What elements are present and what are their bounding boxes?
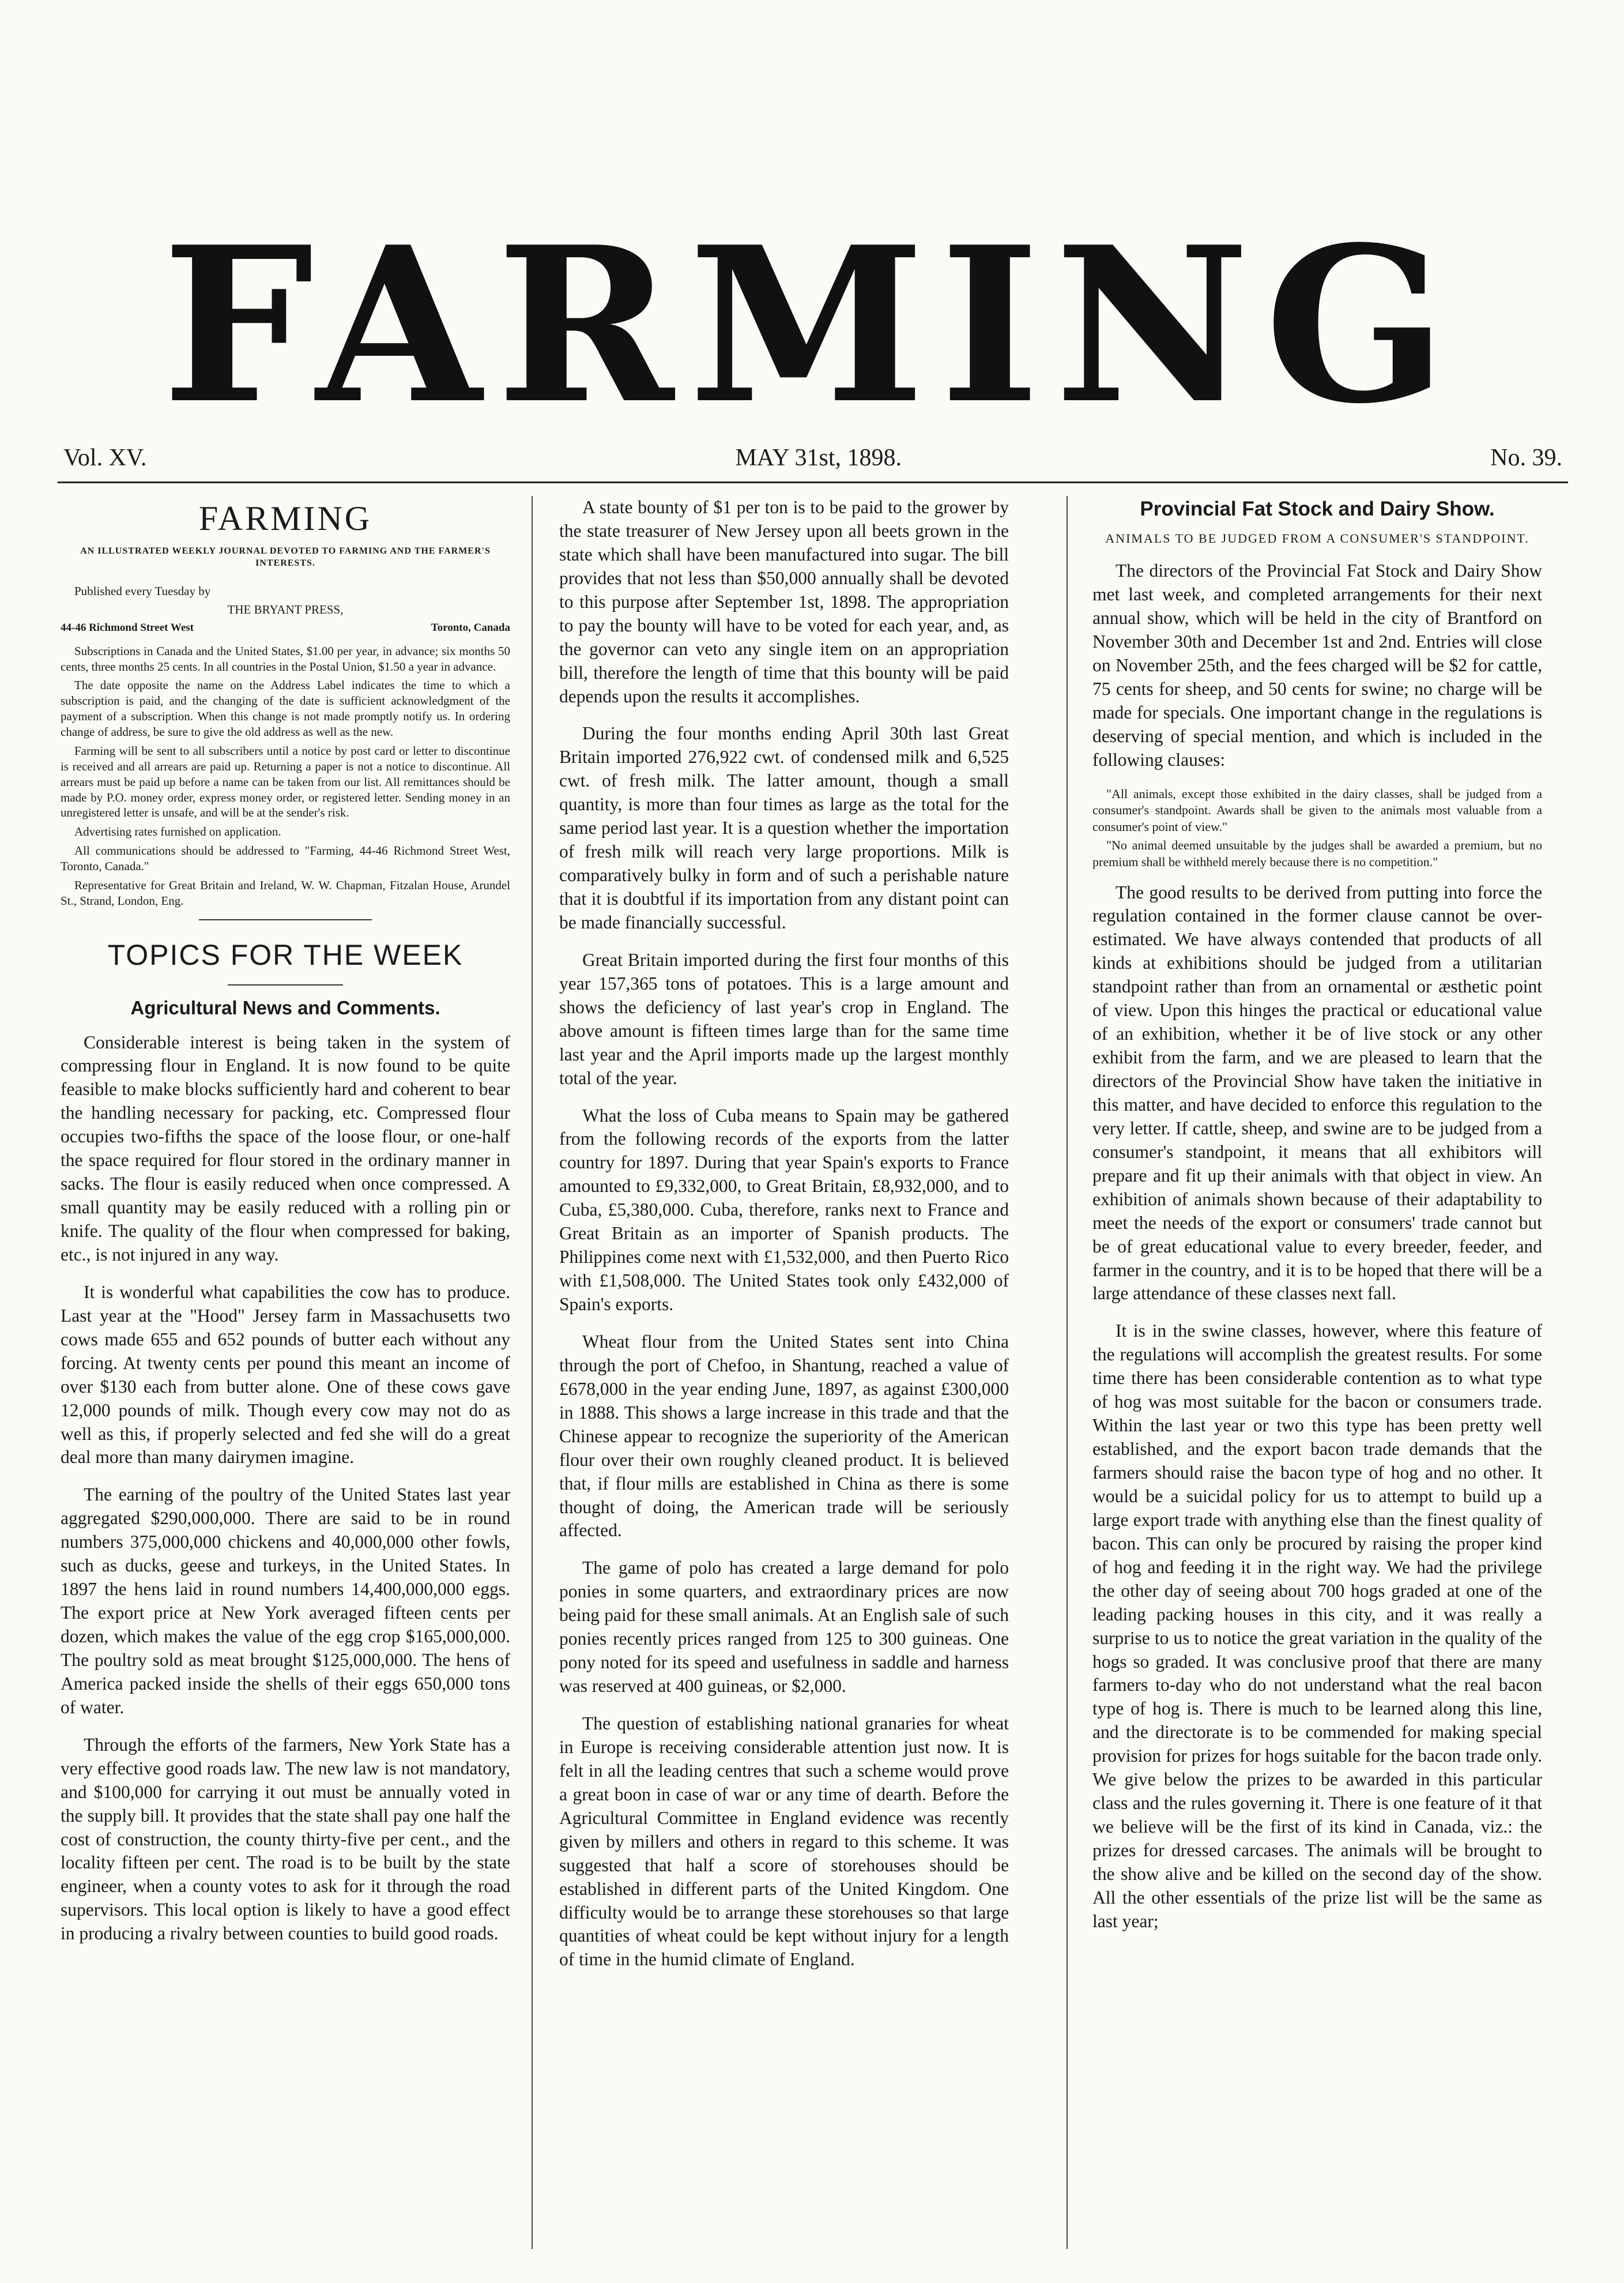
header-rule <box>58 482 1568 483</box>
article-paragraph: Great Britain imported during the first four months of this year 157,365 tons of potatoes. This is a large amount and shows the deficiency of last year's crop in England. The above amount is fifteen times large than for the same time last year and the April imports made up the largest monthly total of the year. <box>559 949 1009 1088</box>
section-divider <box>199 919 372 920</box>
issue-number: No. 39. <box>1490 445 1562 471</box>
article-paragraph: The good results to be derived from putting into force the regulation contained in the former clause cannot be over-estimated. We have always contended that products of all kinds at exhibitions should be judged from a utilitarian standpoint rather than from an ornamental or æsthetic point of view. Upon this hinges the practical or educational value of an exhibition, whether it be of live stock or any other exhibit from the farm, and we are pleased to learn that the directors of the Provincial Show have taken the initiative in this matter, and have decided to enforce this regulation to the very letter. If cattle, sheep, and swine are to be judged from a consumer's standpoint, it means that all exhibitors will prepare and fit up their animals with that object in view. An exhibition of animals shown because of their adaptability to meet the needs of the export or consumers' trade cannot but be of great educational value to every breeder, feeder, and farmer in the country, and it is to be hoped that there will be a large attendance of these classes next fall. <box>1092 882 1542 1304</box>
article-paragraph: It is wonderful what capabilities the cow has to produce. Last year at the "Hood" Jersey farm in Massachusetts two cows made 655 and 652 pounds of butter each without any forcing. At twenty cents per pound this meant an income of over $130 each from butter alone. One of these cows gave 12,000 pounds of milk. Though every cow may not do as well as this, if properly selected and fed she will do a great deal more than many dairymen imagine. <box>61 1281 510 1468</box>
address-street: 44-46 Richmond Street West <box>61 622 194 634</box>
info-paragraph: The date opposite the name on the Address Label indicates the time to which a subscription is paid, and the changing of the date is sufficient acknowledgment of the payment of a subscription. When this change is not made promptly notify us. In ordering change of address, be sure to give the old address as well as the new. <box>61 678 510 739</box>
press-name: THE BRYANT PRESS, <box>227 603 344 617</box>
article-heading: Provincial Fat Stock and Dairy Show. <box>1140 498 1495 520</box>
column-divider <box>1067 496 1068 2249</box>
article-paragraph: Considerable interest is being taken in the system of compressing flour in England. It is now found to be quite feasible to make blocks sufficiently hard and coherent to bear the handling necessary for packing, etc. Compressed flour occupies two-fifths the space of the loose flour, or one-half the space required for flour stored in the ordinary manner in sacks. The flour is easily reduced when once compressed. A small quantity may be easily reduced with a rolling pin or knife. The quality of the flour when compressed for baking, etc., is not injured in any way. <box>61 1032 510 1265</box>
issue-date: MAY 31st, 1898. <box>735 445 902 471</box>
info-paragraph: Subscriptions in Canada and the United States, $1.00 per year, in advance; six months 50 cents, three months 25 cents. In all countries in the Postal Union, $1.50 a year in advance. <box>61 644 510 674</box>
volume-number: Vol. XV. <box>63 445 147 471</box>
issue-line <box>63 444 1562 472</box>
article-paragraph: Wheat flour from the United States sent into China through the port of Chefoo, in Shantung, reached a value of £678,000 in the year ending June, 1897, as against £300,000 in 1888. This shows a large increase in this trade and that the Chinese appear to recognize the superiority of the American flour over their own roughly cleaned product. It is believed that, if flour mills are established in China as there is some thought of doing, the American trade will be seriously affected. <box>559 1331 1009 1541</box>
masthead-title: FARMING <box>162 201 1462 451</box>
press-address <box>61 621 510 635</box>
article-paragraph: The directors of the Provincial Fat Stock and Dairy Show met last week, and completed arrangements for their next annual show, which will be held in the city of Brantford on November 30th and December 1st and 2nd. Entries will close on November 25th, and the fees charged will be $2 for cattle, 75 cents for sheep, and 50 cents for swine; no charge will be made for specials. One important change in the regulations is deserving of special mention, and which is included in the following clauses: <box>1092 561 1542 770</box>
article-paragraph: During the four months ending April 30th last Great Britain imported 276,922 cwt. of condensed milk and 6,525 cwt. of fresh milk. The latter amount, though a small quantity, is more than four times as large as the total for the same period last year. It is a question whether the importation of fresh milk will reach very large proportions. Milk is comparatively bulky in form and of such a perishable nature that it is doubtful if its importation from any distant point can be made financially successful. <box>559 723 1009 932</box>
info-paragraph: Advertising rates furnished on application. <box>74 825 281 839</box>
article-subheading: ANIMALS TO BE JUDGED FROM A CONSUMER'S STANDPOINT. <box>1105 531 1529 546</box>
regulation-quote: "No animal deemed unsuitable by the judges shall be awarded a premium, but no premium shall be withheld merely because there is no competition." <box>1092 838 1542 869</box>
article-paragraph: The question of establishing national granaries for wheat in Europe is receiving considerable attention just now. It is felt in all the leading centres that such a scheme would prove a great boon in case of war or any time of dearth. Before the Agricultural Committee in England evidence was recently given by millers and others in regard to this scheme. It was suggested that half a score of storehouses should be established in different parts of the United Kingdom. One difficulty would be to arrange these storehouses so that large quantities of wheat could be kept without injury for a length of time in the humid climate of England. <box>559 1713 1009 1970</box>
article-paragraph: What the loss of Cuba means to Spain may be gathered from the following records of the exports from the latter country for 1897. During that year Spain's exports to France amounted to £9,332,000, to Great Britain, £8,932,000, and to Cuba, £5,380,000. Cuba, therefore, ranks next to France and Great Britain as an importer of Spanish products. The Philippines come next with £1,532,000, and then Puerto Rico with £1,508,000. The United States took only £432,000 of Spain's exports. <box>559 1105 1009 1314</box>
article-paragraph: The game of polo has created a large demand for polo ponies in some quarters, and extraordinary prices are now being paid for these small animals. At an English sale of such ponies recently prices ranged from 125 to 300 guineas. One pony noted for its speed and usefulness in saddle and harness was reserved at 400 guineas, or $2,000. <box>559 1558 1009 1697</box>
published-line: Published every Tuesday by <box>74 584 211 598</box>
info-paragraph: All communications should be addressed to "Farming, 44-46 Richmond Street West, Toronto, Canada." <box>61 844 510 874</box>
article-paragraph: A state bounty of $1 per ton is to be paid to the grower by the state treasurer of New Jersey upon all beets grown in the state which shall have been manufactured into sugar. The bill provides that not less than $50,000 annually shall be devoted to this purpose after September 1st, 1898. The appropriation to pay the bounty will have to be voted for each year, and, as the governor can veto any single item on an appropriation bill, therefore the length of time that this bounty will be paid depends upon the results it accomplishes. <box>559 497 1009 706</box>
column-middle <box>559 496 1009 1985</box>
publication-info <box>61 584 510 909</box>
regulation-quote: "All animals, except those exhibited in the dairy classes, shall be judged from a consumer's standpoint. Awards shall be given to the animals most valuable from a consumer's point of view." <box>1092 786 1542 834</box>
section-divider <box>228 984 343 986</box>
publication-title: FARMING <box>198 499 372 537</box>
section-title: TOPICS FOR THE WEEK <box>107 938 464 971</box>
info-paragraph: Farming will be sent to all subscribers until a notice by post card or letter to discontinue is received and all arrears are paid up. Returning a paper is not a notice to discontinue. All arrears must be paid up before a name can be taken from our list. All remittances should be made by P.O. money order, express money order, or registered letter. Sending money in an unregistered letter is unsafe, and will be at the sender's risk. <box>61 743 510 820</box>
publication-subtitle: AN ILLUSTRATED WEEKLY JOURNAL DEVOTED TO FARMING AND THE FARMER'S INTERESTS. <box>80 546 491 568</box>
section-subtitle: Agricultural News and Comments. <box>130 996 440 1018</box>
article-paragraph: It is in the swine classes, however, where this feature of the regulations will accomplish the greatest results. For some time there has been considerable contention as to what type of hog was most suitable for the bacon or consumers trade. Within the last year or two this type has been pretty well established, and the export bacon trade demands that the farmers should raise the bacon type of hog and no other. It would be a suicidal policy for us to attempt to build up a large export trade with anything else than the finest quality of bacon. This can only be procured by raising the proper kind of hog and feeding it in the right way. We had the privilege the other day of seeing about 700 hogs graded at one of the leading packing houses in this city, and it was really a surprise to us to notice the great variation in the quality of the hogs so graded. It was conclusive proof that there are many farmers to-day who do not understand what the real bacon type of hog is. There is much to be learned along this line, and the directorate is to be commended for making special provision for prizes for hogs suitable for the bacon trade only. We give below the prizes to be awarded in this particular class and the rules governing it. There is one feature of it that we believe will be the first of its kind in Canada, viz.: the prizes for dressed carcases. The animals will be brought to the show alive and be killed on the second day of the show. All the other essentials of the prize list will be the same as last year; <box>1092 1321 1542 1931</box>
address-city: Toronto, Canada <box>431 622 510 634</box>
article-paragraph: The earning of the poultry of the United States last year aggregated $290,000,000. There are said to be in round numbers 375,000,000 chickens and 40,000,000 other fowls, such as ducks, geese and turkeys, in the United States. In 1897 the hens laid in round numbers 14,400,000,000 eggs. The export price at New York averaged fifteen cents per dozen, which makes the value of the egg crop $165,000,000. The poultry sold as meat brought $125,000,000. The hens of America packed inside the shells of their eggs 650,000 tons of water. <box>61 1484 510 1717</box>
column-left <box>61 496 510 1959</box>
info-paragraph: Representative for Great Britain and Ireland, W. W. Chapman, Fitzalan House, Arundel St., Strand, London, Eng. <box>61 878 510 908</box>
column-divider <box>532 496 533 2249</box>
column-right <box>1092 496 1542 1947</box>
regulation-quotes <box>1092 786 1542 871</box>
article-paragraph: Through the efforts of the farmers, New York State has a very effective good roads law. The new law is not mandatory, and $100,000 for carrying it out must be annually voted in the supply bill. It provides that the state shall pay one half the cost of construction, the county thirty-five per cent., and the locality fifteen per cent. The road is to be built by the state engineer, when a county votes to ask for it through the road supervisors. This local option is likely to have a good effect in producing a rivalry between counties to build good roads. <box>61 1734 510 1944</box>
